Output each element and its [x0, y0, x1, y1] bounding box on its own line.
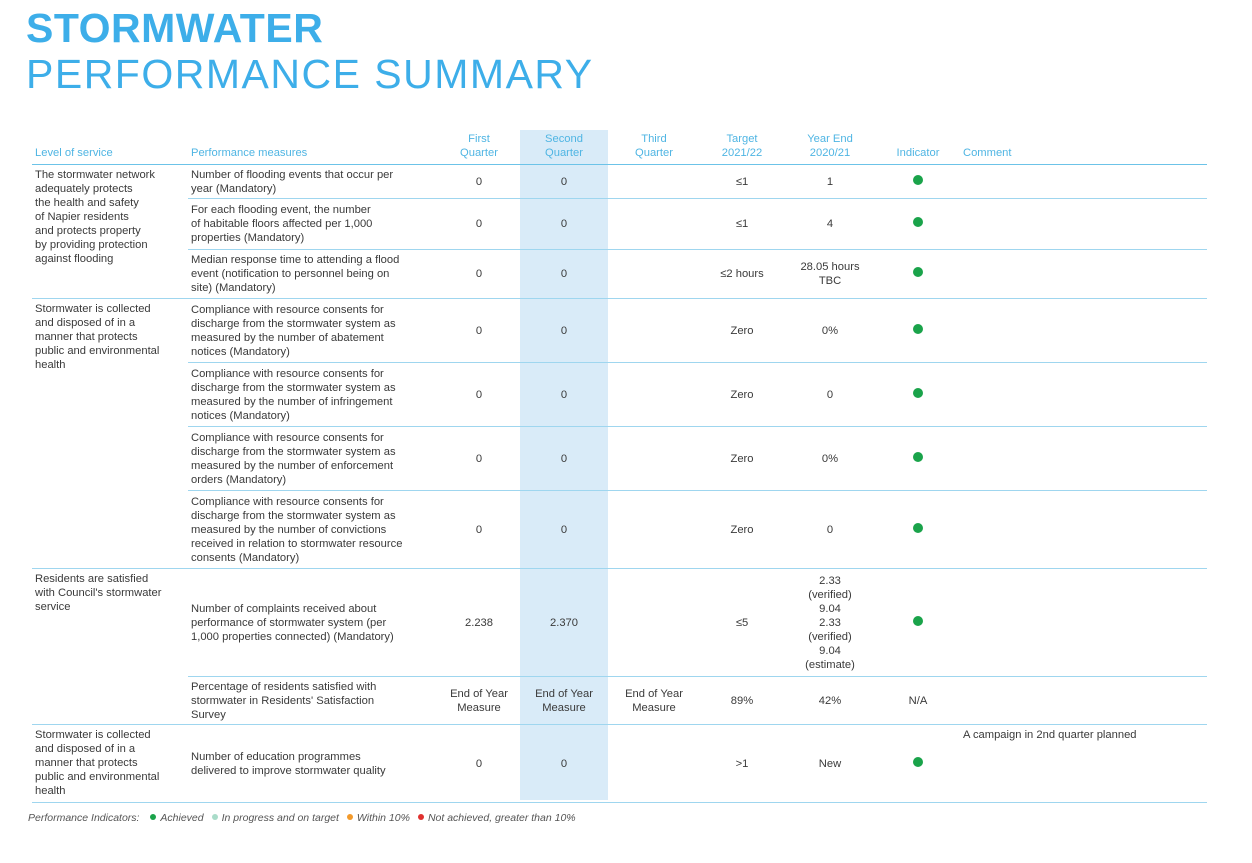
first-quarter-cell: 0 — [438, 491, 520, 569]
year-end-cell: 0% — [784, 299, 876, 363]
second-quarter-cell: 0 — [520, 363, 608, 427]
year-end-cell: 4 — [784, 199, 876, 250]
indicator-cell — [876, 491, 960, 569]
year-end-cell: New — [784, 725, 876, 803]
target-cell: ≤2 hours — [700, 250, 784, 299]
target-cell: >1 — [700, 725, 784, 803]
target-cell: Zero — [700, 491, 784, 569]
legend-label: Performance Indicators: — [28, 812, 140, 824]
third-quarter-cell — [608, 165, 700, 199]
header-year-end: Year End 2020/21 — [784, 130, 876, 165]
first-quarter-cell: 0 — [438, 363, 520, 427]
header-comment: Comment — [960, 130, 1207, 165]
year-end-cell: 42% — [784, 677, 876, 725]
performance-measure-cell: Number of education programmes delivered to improve stormwater quality — [188, 725, 438, 803]
performance-measure-cell: Number of complaints received about performance of stormwater system (per 1,000 properties connected) (Mandatory) — [188, 569, 438, 677]
target-cell: ≤1 — [700, 199, 784, 250]
legend-item-label: Achieved — [160, 812, 204, 824]
achieved-indicator-dot — [913, 616, 923, 626]
level-of-service-cell: Stormwater is collected and disposed of in a manner that protects public and environmental health — [32, 725, 188, 803]
header-second-quarter: Second Quarter — [520, 130, 608, 165]
indicator-cell — [876, 363, 960, 427]
performance-measure-cell: Compliance with resource consents for discharge from the stormwater system as measured by the number of abatement notices (Mandatory) — [188, 299, 438, 363]
second-quarter-cell: 0 — [520, 299, 608, 363]
achieved-indicator-dot — [913, 388, 923, 398]
first-quarter-cell: 0 — [438, 427, 520, 491]
achieved-indicator-dot — [913, 523, 923, 533]
indicator-cell — [876, 299, 960, 363]
comment-cell — [960, 427, 1207, 491]
indicator-cell — [876, 250, 960, 299]
legend-dot-icon — [347, 814, 353, 820]
indicator-cell — [876, 165, 960, 199]
indicator-cell — [876, 725, 960, 803]
year-end-cell: 0 — [784, 491, 876, 569]
achieved-indicator-dot — [913, 217, 923, 227]
table-body — [32, 165, 1207, 803]
table-row — [32, 677, 1207, 725]
header-level-of-service: Level of service — [32, 130, 188, 165]
first-quarter-cell: 0 — [438, 165, 520, 199]
page-title-line2: PERFORMANCE SUMMARY — [26, 51, 594, 97]
legend-item — [418, 812, 576, 824]
achieved-indicator-dot — [913, 175, 923, 185]
legend-item-label: Within 10% — [356, 812, 410, 824]
header-first-quarter: First Quarter — [438, 130, 520, 165]
legend-item — [347, 812, 410, 824]
third-quarter-cell — [608, 250, 700, 299]
table-row — [32, 491, 1207, 569]
header-performance-measures: Performance measures — [188, 130, 438, 165]
target-cell: ≤5 — [700, 569, 784, 677]
second-quarter-cell: 0 — [520, 165, 608, 199]
comment-cell — [960, 199, 1207, 250]
indicator-cell — [876, 427, 960, 491]
comment-cell — [960, 363, 1207, 427]
level-of-service-cell: Stormwater is collected and disposed of in a manner that protects public and environmental health — [32, 299, 188, 569]
second-quarter-cell: 2.370 — [520, 569, 608, 677]
third-quarter-cell — [608, 199, 700, 250]
legend-item — [212, 812, 339, 824]
comment-cell — [960, 569, 1207, 677]
legend-item-label: Not achieved, greater than 10% — [427, 812, 576, 824]
second-quarter-cell: 0 — [520, 725, 608, 803]
table-row — [32, 725, 1207, 803]
table-header-row — [32, 130, 1207, 165]
indicator-cell — [876, 569, 960, 677]
indicator-cell — [876, 199, 960, 250]
first-quarter-cell: 0 — [438, 199, 520, 250]
achieved-indicator-dot — [913, 267, 923, 277]
table-row — [32, 363, 1207, 427]
year-end-cell: 2.33 (verified) 9.04 2.33 (verified) 9.04 (estimate) — [784, 569, 876, 677]
first-quarter-cell: 2.238 — [438, 569, 520, 677]
target-cell: Zero — [700, 363, 784, 427]
achieved-indicator-dot — [913, 757, 923, 767]
comment-cell — [960, 299, 1207, 363]
achieved-indicator-dot — [913, 324, 923, 334]
table-row — [32, 165, 1207, 199]
header-third-quarter: Third Quarter — [608, 130, 700, 165]
first-quarter-cell: 0 — [438, 725, 520, 803]
third-quarter-cell — [608, 725, 700, 803]
target-cell: 89% — [700, 677, 784, 725]
level-of-service-cell: The stormwater network adequately protects the health and safety of Napier residents and protects property by providing protection against flooding — [32, 165, 188, 299]
performance-measure-cell: Number of flooding events that occur per year (Mandatory) — [188, 165, 438, 199]
legend-item-label: In progress and on target — [221, 812, 339, 824]
legend-dot-icon — [418, 814, 424, 820]
first-quarter-cell: End of Year Measure — [438, 677, 520, 725]
year-end-cell: 1 — [784, 165, 876, 199]
achieved-indicator-dot — [913, 452, 923, 462]
performance-table — [32, 130, 1207, 803]
third-quarter-cell — [608, 299, 700, 363]
performance-measure-cell: Compliance with resource consents for discharge from the stormwater system as measured by the number of infringement notices (Mandatory) — [188, 363, 438, 427]
first-quarter-cell: 0 — [438, 250, 520, 299]
table-row — [32, 299, 1207, 363]
table-row — [32, 250, 1207, 299]
second-quarter-cell: 0 — [520, 427, 608, 491]
performance-measure-cell: Compliance with resource consents for discharge from the stormwater system as measured by the number of convictions received in relation to stormwater resource consents (Mandatory) — [188, 491, 438, 569]
year-end-cell: 28.05 hours TBC — [784, 250, 876, 299]
second-quarter-cell: 0 — [520, 250, 608, 299]
first-quarter-cell: 0 — [438, 299, 520, 363]
header-indicator: Indicator — [876, 130, 960, 165]
table-row — [32, 427, 1207, 491]
table-row — [32, 199, 1207, 250]
target-cell: ≤1 — [700, 165, 784, 199]
legend-item — [150, 812, 203, 824]
target-cell: Zero — [700, 299, 784, 363]
comment-cell — [960, 250, 1207, 299]
indicator-cell: N/A — [876, 677, 960, 725]
legend-items — [142, 812, 575, 824]
performance-measure-cell: For each flooding event, the number of habitable floors affected per 1,000 properties (Mandatory) — [188, 199, 438, 250]
comment-cell — [960, 165, 1207, 199]
year-end-cell: 0 — [784, 363, 876, 427]
third-quarter-cell — [608, 569, 700, 677]
third-quarter-cell — [608, 427, 700, 491]
performance-measure-cell: Percentage of residents satisfied with stormwater in Residents' Satisfaction Survey — [188, 677, 438, 725]
second-quarter-cell: 0 — [520, 491, 608, 569]
comment-cell: A campaign in 2nd quarter planned — [960, 725, 1207, 803]
performance-measure-cell: Compliance with resource consents for discharge from the stormwater system as measured by the number of enforcement orders (Mandatory) — [188, 427, 438, 491]
target-cell: Zero — [700, 427, 784, 491]
third-quarter-cell: End of Year Measure — [608, 677, 700, 725]
third-quarter-cell — [608, 363, 700, 427]
legend-dot-icon — [212, 814, 218, 820]
header-target: Target 2021/22 — [700, 130, 784, 165]
year-end-cell: 0% — [784, 427, 876, 491]
legend-dot-icon — [150, 814, 156, 820]
third-quarter-cell — [608, 491, 700, 569]
level-of-service-cell: Residents are satisfied with Council's stormwater service — [32, 569, 188, 725]
page-title-line1: STORMWATER — [26, 5, 324, 51]
comment-cell — [960, 677, 1207, 725]
performance-measure-cell: Median response time to attending a flood event (notification to personnel being on site) (Mandatory) — [188, 250, 438, 299]
legend — [28, 812, 576, 824]
table-row — [32, 569, 1207, 677]
comment-cell — [960, 491, 1207, 569]
second-quarter-cell: 0 — [520, 199, 608, 250]
second-quarter-cell: End of Year Measure — [520, 677, 608, 725]
